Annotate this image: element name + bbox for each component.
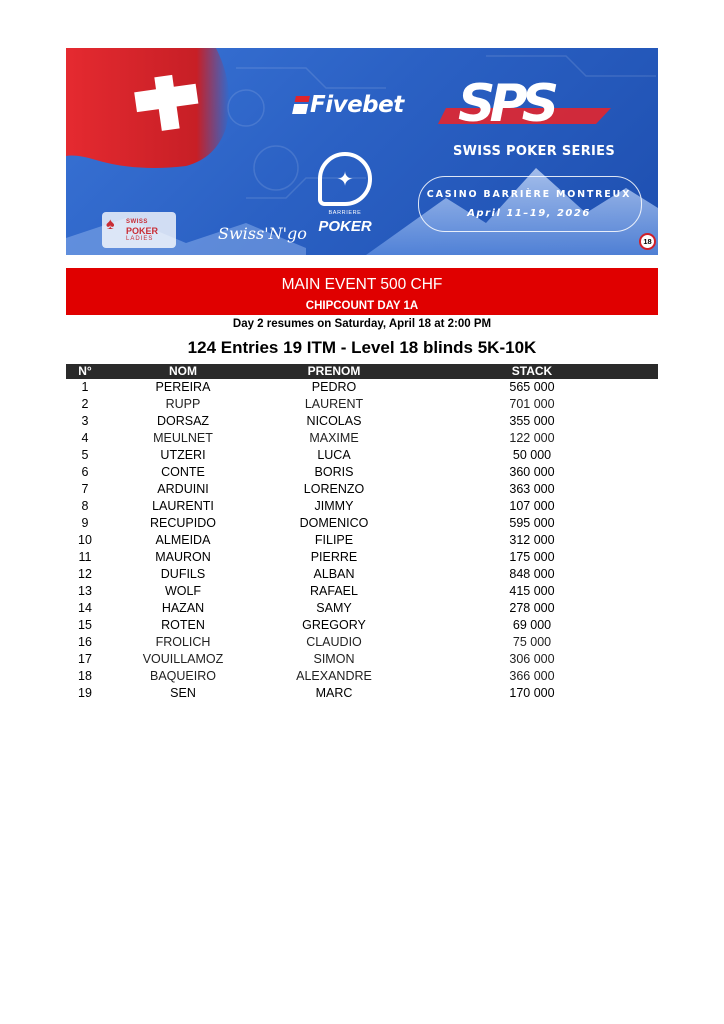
cell-prenom: LUCA	[317, 448, 351, 462]
cell-nom: SEN	[170, 686, 196, 700]
cell-stack: 122 000	[509, 431, 555, 445]
cell-no: 9	[81, 516, 89, 530]
cell-prenom: CLAUDIO	[306, 635, 362, 649]
cell-prenom: ALBAN	[313, 567, 355, 581]
cell-no: 12	[78, 567, 92, 581]
cell-stack: 306 000	[509, 652, 555, 666]
table-row	[66, 685, 658, 702]
cell-stack: 415 000	[509, 584, 555, 598]
cell-stack: 848 000	[509, 567, 555, 581]
cell-prenom: PIERRE	[310, 550, 358, 564]
cell-prenom: FILIPE	[314, 533, 354, 547]
cell-stack: 363 000	[509, 482, 555, 496]
table-row	[66, 379, 658, 396]
resume-info: Day 2 resumes on Saturday, April 18 at 2:00 PM	[232, 318, 492, 330]
cell-no: 11	[78, 550, 92, 564]
cell-no: 14	[78, 601, 92, 615]
cell-stack: 278 000	[509, 601, 555, 615]
cell-no: 1	[81, 380, 89, 394]
cell-no: 8	[81, 499, 89, 513]
spl-poker-text: POKER	[126, 226, 159, 236]
cell-no: 19	[78, 686, 92, 700]
table-row	[66, 464, 658, 481]
cell-nom: ARDUINI	[157, 482, 209, 496]
table-row	[66, 651, 658, 668]
cell-prenom: LAURENT	[304, 397, 364, 411]
column-header-prenom: PRENOM	[307, 364, 361, 378]
cards-icon: ♠	[106, 216, 115, 233]
cell-prenom: DOMENICO	[299, 516, 369, 530]
table-row	[66, 600, 658, 617]
table-row	[66, 634, 658, 651]
cell-no: 16	[78, 635, 92, 649]
cell-nom: RUPP	[165, 397, 201, 411]
cell-stack: 701 000	[509, 397, 555, 411]
cell-nom: RECUPIDO	[150, 516, 216, 530]
cell-stack: 50 000	[512, 448, 552, 462]
cell-nom: PEREIRA	[155, 380, 211, 394]
cell-stack: 75 000	[512, 635, 552, 649]
cell-no: 17	[78, 652, 92, 666]
cell-stack: 355 000	[509, 414, 555, 428]
table-row	[66, 430, 658, 447]
cell-prenom: NICOLAS	[306, 414, 362, 428]
cell-stack: 595 000	[509, 516, 555, 530]
event-banner	[66, 48, 658, 255]
event-title: MAIN EVENT 500 CHF	[281, 276, 443, 293]
cell-stack: 366 000	[509, 669, 555, 683]
cell-nom: MAURON	[155, 550, 211, 564]
cell-no: 10	[78, 533, 92, 547]
cell-nom: DUFILS	[160, 567, 206, 581]
cell-nom: WOLF	[164, 584, 202, 598]
cell-prenom: BORIS	[314, 465, 354, 479]
table-row	[66, 566, 658, 583]
table-row	[66, 396, 658, 413]
event-dates: April 11–19, 2026	[467, 208, 591, 219]
column-header-stack: STACK	[511, 364, 553, 378]
table-row	[66, 532, 658, 549]
cell-prenom: RAFAEL	[310, 584, 358, 598]
barriere-poker-label: POKER	[318, 218, 372, 235]
cell-prenom: GREGORY	[302, 618, 366, 632]
event-header-bar	[66, 268, 658, 315]
cell-prenom: MAXIME	[309, 431, 359, 445]
cell-stack: 565 000	[509, 380, 555, 394]
cell-no: 2	[81, 397, 89, 411]
cell-nom: FROLICH	[155, 635, 211, 649]
cell-stack: 312 000	[509, 533, 555, 547]
chipcount-day: CHIPCOUNT DAY 1A	[305, 300, 419, 312]
table-row	[66, 498, 658, 515]
cell-no: 3	[81, 414, 89, 428]
spl-ladies-text: LADIES	[126, 236, 154, 242]
cell-nom: VOUILLAMOZ	[142, 652, 224, 666]
cell-prenom: LORENZO	[303, 482, 365, 496]
table-row	[66, 617, 658, 634]
cell-no: 13	[78, 584, 92, 598]
cell-no: 15	[78, 618, 92, 632]
table-row	[66, 668, 658, 685]
cell-nom: HAZAN	[161, 601, 205, 615]
table-header	[66, 364, 658, 379]
cell-nom: LAURENTI	[152, 499, 214, 513]
swissngo-logo: Swiss'N'go	[218, 224, 307, 243]
table-row	[66, 515, 658, 532]
barriere-star-icon: ✦	[318, 152, 372, 206]
cell-prenom: JIMMY	[314, 499, 354, 513]
table-body	[66, 379, 658, 702]
column-header-nom: NOM	[169, 364, 197, 378]
cell-no: 7	[81, 482, 89, 496]
series-name: SWISS POKER SERIES	[452, 144, 615, 159]
table-row	[66, 481, 658, 498]
venue-name: CASINO BARRIÈRE MONTREUX	[426, 189, 632, 200]
table-row	[66, 413, 658, 430]
cell-stack: 107 000	[509, 499, 555, 513]
cell-prenom: SAMY	[316, 601, 352, 615]
cell-prenom: MARC	[315, 686, 353, 700]
table-row	[66, 583, 658, 600]
cell-nom: ROTEN	[161, 618, 205, 632]
fivebet-mark-icon	[292, 96, 310, 114]
cell-nom: CONTE	[161, 465, 205, 479]
entries-summary: 124 Entries 19 ITM - Level 18 blinds 5K-10K	[187, 338, 537, 357]
cell-stack: 360 000	[509, 465, 555, 479]
cell-prenom: SIMON	[313, 652, 355, 666]
cell-no: 4	[81, 431, 89, 445]
venue-frame	[418, 176, 642, 232]
cell-prenom: PEDRO	[311, 380, 357, 394]
cell-nom: ALMEIDA	[155, 533, 211, 547]
cell-no: 18	[78, 669, 92, 683]
cell-stack: 69 000	[512, 618, 552, 632]
cell-no: 6	[81, 465, 89, 479]
table-row	[66, 549, 658, 566]
cell-no: 5	[81, 448, 89, 462]
cell-nom: BAQUEIRO	[150, 669, 216, 683]
table-row	[66, 447, 658, 464]
barriere-label: BARRIERE	[328, 210, 362, 216]
cell-prenom: ALEXANDRE	[296, 669, 372, 683]
sps-logo: SPS	[458, 74, 554, 134]
cell-stack: 175 000	[509, 550, 555, 564]
column-header-no: N°	[78, 364, 92, 378]
age-limit-icon: 18	[639, 233, 656, 250]
cell-stack: 170 000	[509, 686, 555, 700]
swiss-flag-icon	[66, 48, 229, 168]
cell-nom: UTZERI	[160, 448, 206, 462]
fivebet-logo: Fivebet	[294, 92, 404, 118]
cell-nom: DORSAZ	[156, 414, 210, 428]
spl-swiss-text: SWISS	[126, 219, 148, 225]
chipcount-table	[66, 364, 658, 702]
cell-nom: MEULNET	[153, 431, 213, 445]
